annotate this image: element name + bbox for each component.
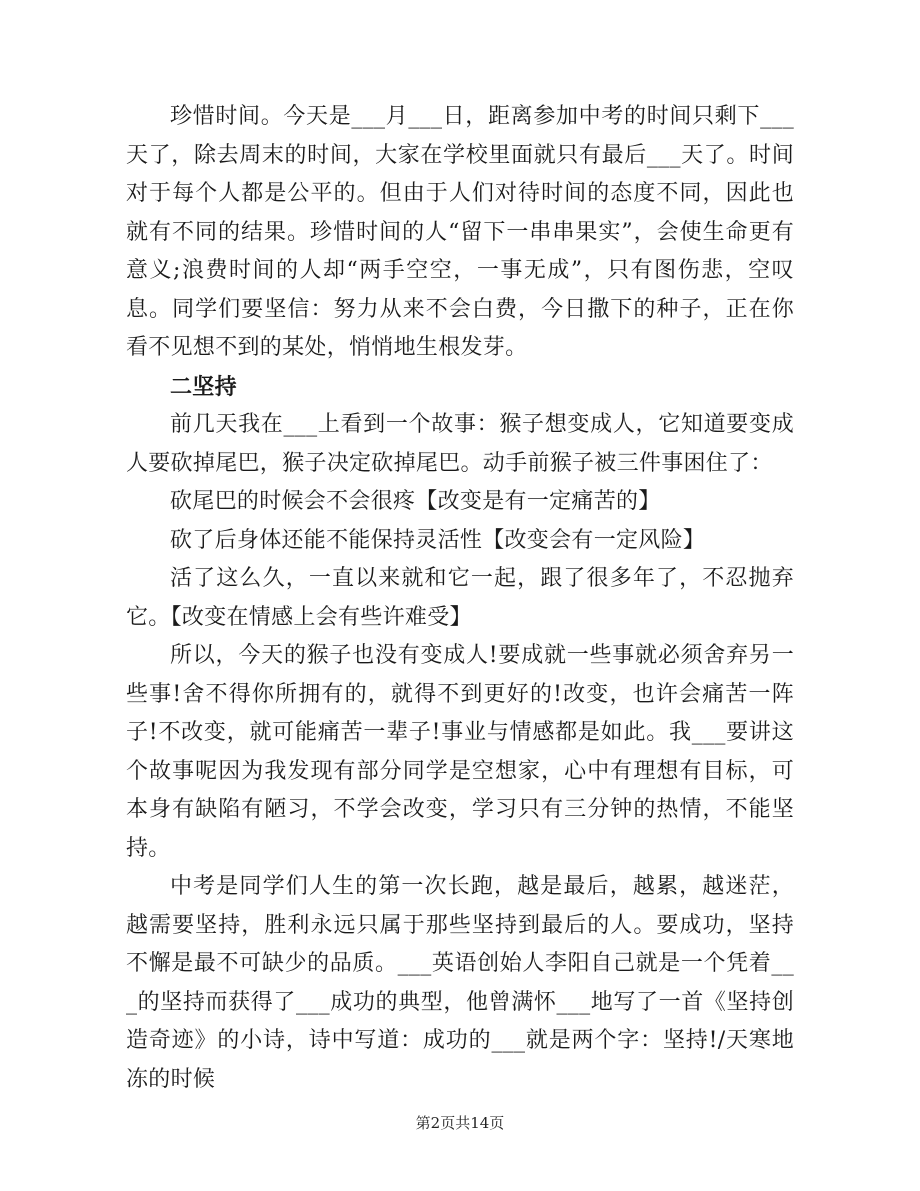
paragraph-exam-persistence: 中考是同学们人生的第一次长跑，越是最后，越累，越迷茫，越需要坚持，胜利永远只属于那些坚持到最后的人。要成功，坚持不懈是最不可缺少的品质。___英语创始人李阳自己就是一个凭着___的坚持而获得了___成功的典型，他曾满怀___地写了一首《坚持创造奇迹》的小诗，诗中写道：成功的___就是两个字：坚持!/天寒地冻的时候 xyxy=(126,874,794,1092)
section-heading-persist: 二坚持 xyxy=(170,373,237,400)
paragraph-cherish-time: 珍惜时间。今天是___月___日，距离参加中考的时间只剩下___天了，除去周末的时间，大家在学校里面就只有最后___天了。时间对于每个人都是公平的。但由于人们对待时间的态度不同，因此也就有不同的结果。珍惜时间的人“留下一串串果实”，会使生命更有意义;浪费时间的人却“两手空空，一事无成”，只有图伤悲，空叹息。同学们要坚信：努力从来不会白费，今日撒下的种子，正在你看不见想不到的某处，悄悄地生根发芽。 xyxy=(126,104,794,360)
paragraph-point-pain: 砍尾巴的时候会不会很疼【改变是有一定痛苦的】 xyxy=(170,489,661,514)
page-number-footer: 第2页共14页 xyxy=(415,1114,505,1132)
paragraph-point-risk: 砍了后身体还能不能保持灵活性【改变会有一定风险】 xyxy=(170,527,706,553)
document-body xyxy=(126,98,794,1099)
paragraph-monkey-story: 前几天我在___上看到一个故事：猴子想变成人，它知道要变成人要砍掉尾巴，猴子决定砍掉尾巴。动手前猴子被三件事困住了： xyxy=(126,412,794,476)
paragraph-point-emotion: 活了这么久，一直以来就和它一起，跟了很多年了，不忍抛弃它。【改变在情感上会有些许难受】 xyxy=(126,566,794,630)
paragraph-change-lesson: 所以，今天的猴子也没有变成人!要成就一些事就必须舍弃另一些事!舍不得你所拥有的，就得不到更好的!改变，也许会痛苦一阵子!不改变，就可能痛苦一辈子!事业与情感都是如此。我___要讲这个故事呢因为我发现有部分同学是空想家，心中有理想有目标，可本身有缺陷有陋习，不学会改变，学习只有三分钟的热情，不能坚持。 xyxy=(126,643,794,861)
